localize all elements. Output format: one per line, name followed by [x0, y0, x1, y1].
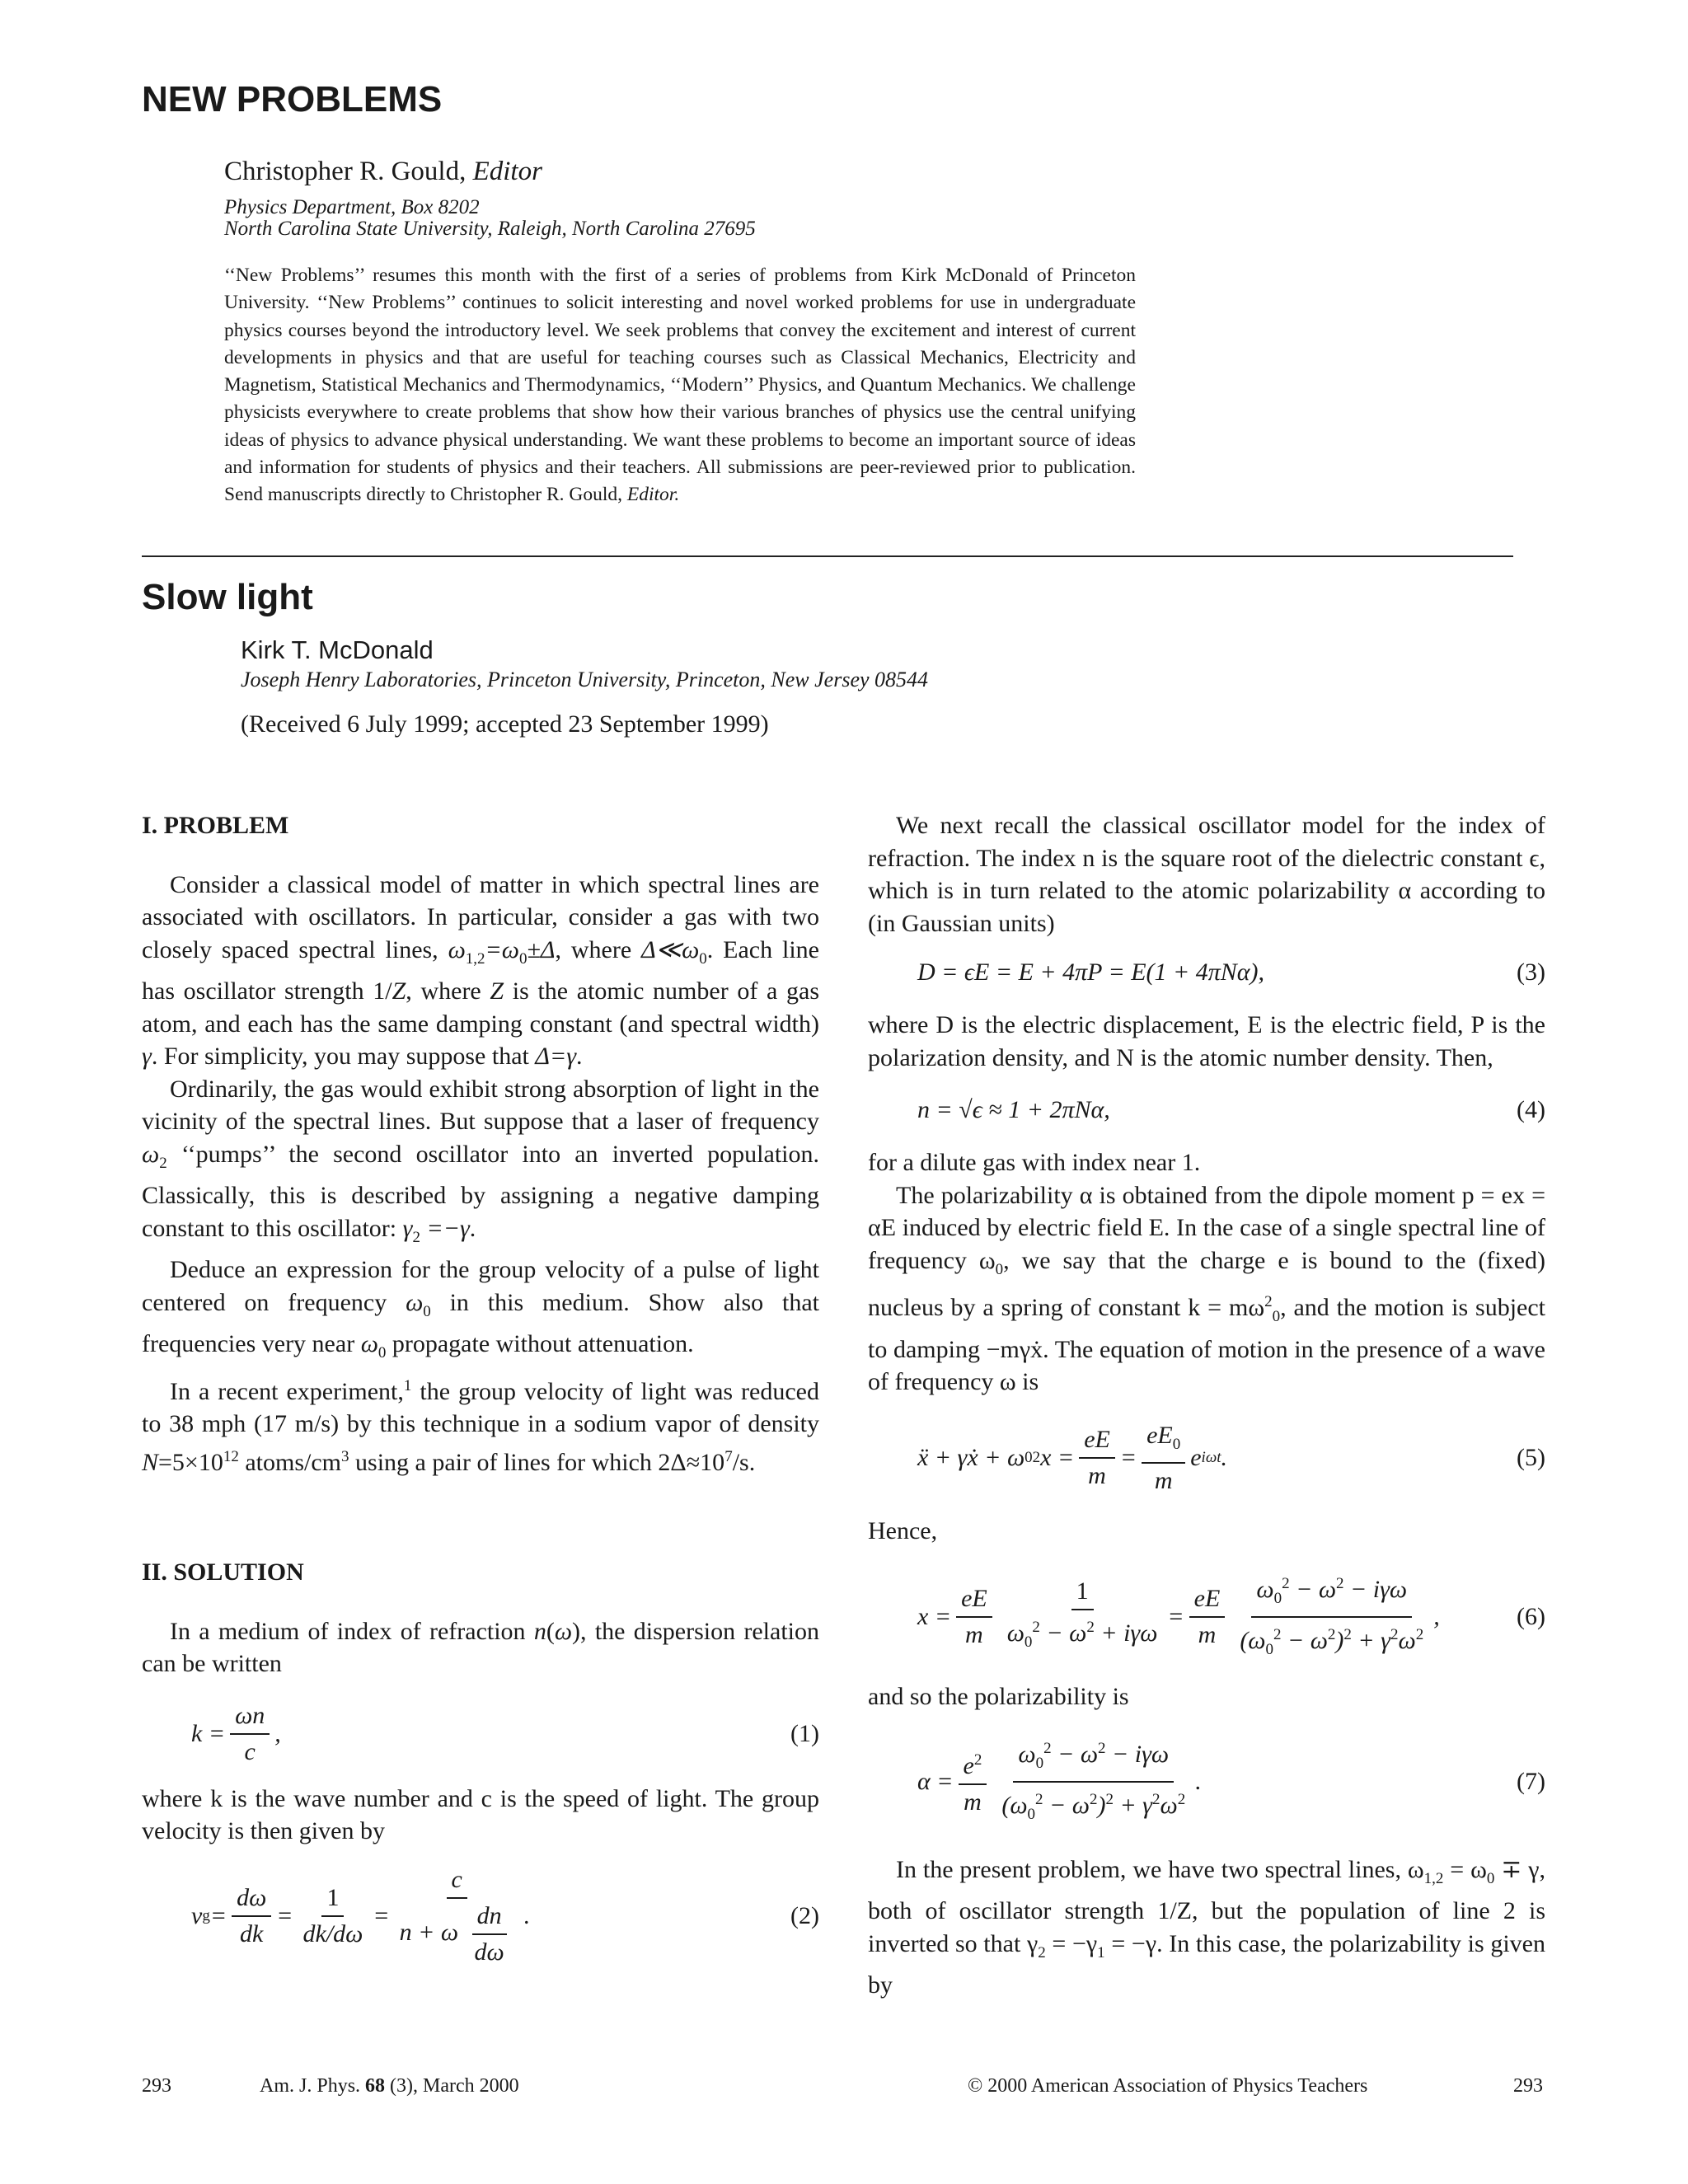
paragraph: Deduce an expression for the group velocity of a pulse of light centered on frequency $\omega_0$ in this medium. Show also that frequencies very near $\omega_0$ propagate without attenuation. — [142, 1256, 819, 1361]
paragraph: where D is the electric displacement, E is the electric field, P is the polarization density, and N is the atomic number density. Then, — [868, 1011, 1545, 1071]
equation-6: x = $\frac{eE}{m}$ $\frac{1}{\omega_0^2 - \omega^2 + i\gamma\omega}$ = $\frac{eE}{m}$ $\frac{\omega_0^2 - \omega^2 - i\gamma\omega}{(\omega_0^2 - \omega^2)^2 + \gamma^2\omega^2}$ , (6) — [868, 1568, 1545, 1666]
article-title: Slow light — [142, 577, 313, 617]
footer-page-number: 293 — [1513, 2075, 1543, 2097]
editor-name: Christopher R. Gould, Editor — [224, 157, 542, 186]
author-name: Kirk T. McDonald — [241, 635, 434, 664]
footer-copyright: © 2000 American Association of Physics Teachers — [968, 2075, 1368, 2097]
heading-problem: I. PROBLEM — [142, 812, 289, 839]
equation-2: v g = $\frac{d\omega}{dk}$ = $\frac{1}{dk/d\omega}$ = c n + ω $\frac{dn}{d\omega}$ . (2) — [191, 1865, 819, 1966]
equation-3: D = ϵE = E + 4πP = E(1 + 4πNα), (3) — [917, 958, 1545, 987]
paragraph: Ordinarily, the gas would exhibit strong absorption of light in the vicinity of the spectral lines. But suppose that a laser of frequency $\omega_2$ ‘‘pumps’’ the second oscillator into an inverted population. Classically, this is described by assigning a negative damping constant to this oscillator: $\gamma_2 =-\gamma$. — [142, 1075, 819, 1246]
paragraph: Hence, — [868, 1516, 938, 1544]
paragraph: for a dilute gas with index near 1. — [868, 1149, 1201, 1176]
section-divider — [142, 555, 1513, 557]
left-column — [142, 809, 819, 1968]
section-title: NEW PROBLEMS — [142, 79, 443, 120]
paragraph: In the present problem, we have two spectral lines, $\omega_{1,2} = \omega_0 \mp \gamma$, both of oscillator strength 1/Z, but the population of line 2 is inverted so that $\gamma_2 = -\gamma_1 = -\gamma$. In this case, the polarizability is given by — [868, 1855, 1546, 1999]
paragraph: where k is the wave number and c is the speed of light. The group velocity is then given by — [142, 1784, 819, 1844]
equation-5: ẍ + γẋ + ω 0 2 x = $\frac{eE}{m}$ = $\frac{eE_0}{m}$ e iωt . (5) — [917, 1421, 1545, 1494]
paragraph: The polarizability α is obtained from the dipole moment p = ex = αE induced by electric field E. In the case of a single spectral line of frequency $\omega_0$, we say that the charge e is bound to the (fixed) nucleus by a spring of constant $k = m\omega^2_0$, and the motion is subject to damping −mγẋ. The equation of motion in the presence of a wave of frequency ω is — [868, 1181, 1545, 1395]
paragraph: We next recall the classical oscillator model for the index of refraction. The index n is the square root of the dielectric constant ϵ, which is in turn related to the atomic polarizability α according to (in Gaussian units) — [868, 812, 1545, 937]
editor-department: Physics Department, Box 8202 — [224, 196, 480, 218]
paragraph: and so the polarizability is — [868, 1683, 1129, 1710]
footer-page-number: 293 — [142, 2075, 171, 2097]
equation-4: n = √ϵ ≈ 1 + 2πNα, (4) — [917, 1096, 1545, 1124]
intro-paragraph: ‘‘New Problems’’ resumes this month with the first of a series of problems from Kirk McDonald of Princeton University. ‘‘New Problems’’ continues to solicit interesting and novel worked problems for use in undergraduate physics courses beyond the introductory level. We seek problems that convey the excitement and interest of current developments in physics and that are useful for teaching courses such as Classical Mechanics, Electricity and Magnetism, Statistical Mechanics and Thermodynamics, ‘‘Modern’’ Physics, and Quantum Mechanics. We challenge physicists everywhere to create problems that show how their various branches of physics use the central unifying ideas of physics to advance physical understanding. We want these problems to become an important source of ideas and information for students of physics and their teachers. All submissions are peer-reviewed prior to publication. Send manuscripts directly to Christopher R. Gould, Editor. — [224, 265, 1136, 506]
equation-1: k = $\frac{\omega n}{c}$ , (1) — [191, 1701, 819, 1765]
footer-journal: Am. J. Phys. 68 (3), March 2000 — [260, 2075, 519, 2097]
editor-university: North Carolina State University, Raleigh, North Carolina 27695 — [224, 218, 756, 240]
right-column — [868, 809, 1545, 2002]
paragraph: In a medium of index of refraction n(ω), the dispersion relation can be written — [142, 1617, 820, 1677]
paragraph: In a recent experiment,$^1$ the group velocity of light was reduced to 38 mph (17 m/s) by this technique in a sodium vapor of density $N=5\times 10^{12}$ atoms/$cm^3$ using a pair of lines for which $2\Delta\approx 10^7/s$. — [142, 1376, 819, 1476]
author-affiliation: Joseph Henry Laboratories, Princeton University, Princeton, New Jersey 08544 — [241, 668, 929, 691]
received-dates: (Received 6 July 1999; accepted 23 September 1999) — [241, 710, 769, 738]
paragraph: Consider a classical model of matter in which spectral lines are associated with oscillators. In particular, consider a gas with two closely spaced spectral lines, $\omega_{1,2}=\omega_0\pm\Delta$, where $\Delta≪\omega_0$. Each line has oscillator strength 1/Z, where Z is the atomic number of a gas atom, and each has the same damping constant (and spectral width) γ. For simplicity, you may suppose that Δ=γ. — [142, 870, 819, 1070]
heading-solution: II. SOLUTION — [142, 1558, 304, 1586]
equation-7: α = $\frac{e^2}{m}$ $\frac{\omega_0^2 - \omega^2 - i\gamma\omega}{(\omega_0^2 - \omega^2)^2 + \gamma^2\omega^2}$ . (7) — [868, 1733, 1545, 1830]
